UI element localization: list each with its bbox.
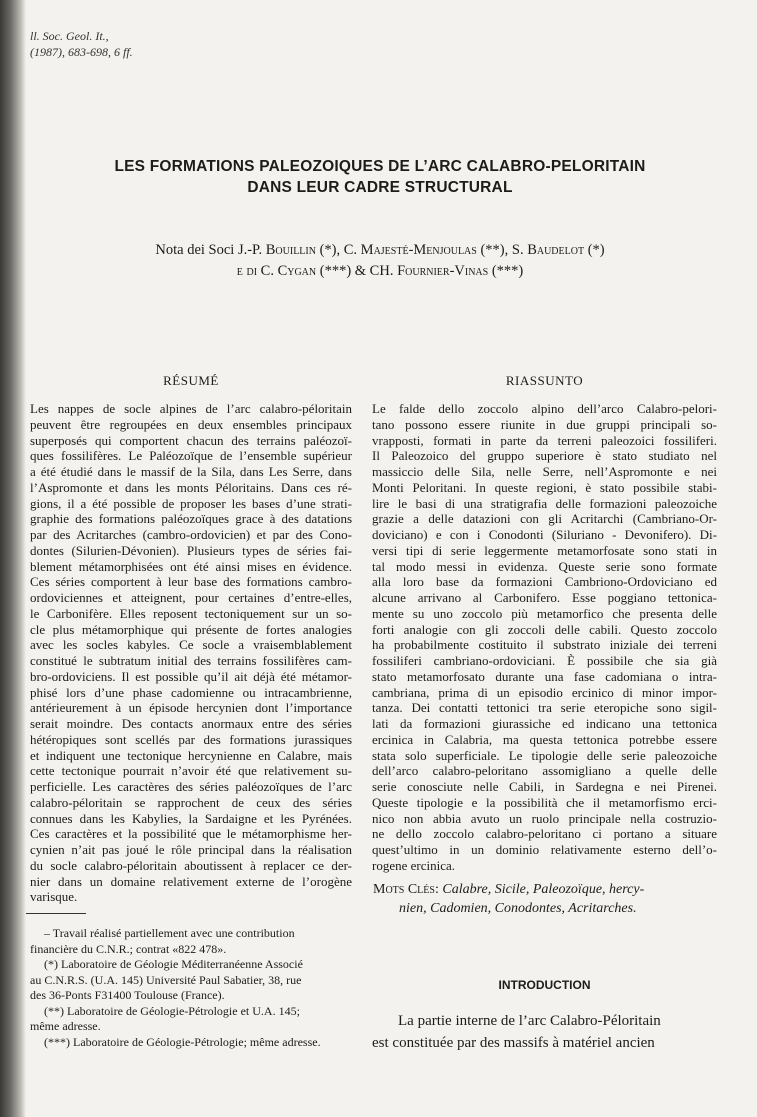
- text-line: financière du C.N.R.; contrat «822 478».: [30, 941, 227, 956]
- authors-block: [60, 240, 700, 282]
- text-line: La partie interne de l’arc Calabro-Péloritain: [398, 1013, 661, 1029]
- journal-reference: [30, 28, 133, 60]
- text-line: Il Paleozoico del gruppo superiore è stato studiato nel: [372, 448, 717, 464]
- text-line: a été étudié dans le massif de la Sila, dans Les Serre, dans: [30, 464, 352, 479]
- text-line: ne dello zoccolo calabro-peloritano ci portano a situare: [372, 826, 717, 842]
- text-line: le Carbonifère. Elles reposent tectoniquement sur un so-: [30, 605, 352, 621]
- text-line: cette tectonique pourrait n’avoir été que relativement su-: [30, 763, 352, 779]
- text-line: et indiquent une tectonique hercynienne en Calabre, mais: [30, 747, 352, 763]
- text-line: quest’ultimo in un dominio relativamente esterno dell’o-: [372, 842, 717, 857]
- keywords-line: [373, 899, 708, 918]
- text-line: varisque.: [30, 889, 78, 905]
- text-line: mente su uno zoccolo più metamorfico che presenta delle: [372, 605, 717, 621]
- text-line: Ces caractères et la possibilité que le métamorphisme her-: [30, 826, 352, 842]
- text-line: fossiliferi cambriano-ordoviciani. È possibile che sia già: [372, 653, 717, 668]
- text-line: rogene ercinica.: [372, 857, 456, 873]
- text-line: vrapposti, formati in parte da terreni paleozoici fossiliferi.: [372, 432, 717, 448]
- text-line: du socle calabro-péloritain aboutissent à replacer ce der-: [30, 857, 352, 873]
- text-line: tal modo messi in evidenza. Queste serie sono formate: [372, 558, 717, 574]
- text-line: même adresse.: [30, 1019, 101, 1033]
- text-line: (*) Laboratoire de Géologie Méditerranéenne Associé: [44, 957, 303, 971]
- text-line: par des Acritarches (cambro-ordovicien) et par des Cono-: [30, 527, 352, 542]
- text-line: gions, il a été possible de proposer les bases d’une strati-: [30, 495, 352, 511]
- riassunto-heading: RIASSUNTO: [505, 373, 584, 388]
- text-line: tanza. Dei contatti tettonici tra serie eteropiche sono sigil-: [372, 700, 717, 716]
- text-line: Monti Peloritani. In queste regioni, è stato possibile stabi-: [372, 479, 717, 495]
- resume-heading: RÉSUMÉ: [163, 373, 219, 388]
- authors-line-2: e di C. Cygan (***) & CH. Fournier-Vinas (***): [236, 263, 524, 279]
- text-line: alla loro base da formazioni Cambriono-Ordoviciano ed: [372, 574, 717, 590]
- authors-line-1: [60, 240, 700, 261]
- text-line: forti analogie con gli zoccoli delle cabili. Questo zoccolo: [372, 621, 717, 637]
- text-line: tano possono essere riunite in due gruppi principali so-: [372, 416, 717, 432]
- text-line: dontes (Silurien-Dévonien). Plusieurs types de séries fai-: [30, 542, 352, 558]
- introduction-heading: INTRODUCTION: [498, 978, 591, 992]
- text-line: ordoviciennes et atteignent, pour certaines d’entre-elles,: [30, 590, 352, 605]
- text-line: avec les socles kabyles. Ce socle a vraisemblablement: [30, 637, 352, 653]
- keywords-block: [373, 880, 708, 918]
- text-line: (**) Laboratoire de Géologie-Pétrologie et U.A. 145;: [44, 1003, 300, 1018]
- journal-reference-line: ll. Soc. Geol. It.,: [30, 29, 109, 43]
- paper-title: [60, 156, 700, 198]
- text-line: serie conosciute nelle Cabili, in Sardegna e nei Pirenei.: [372, 779, 717, 794]
- text-line: Ces séries comportent à leur base des formations cambro-: [30, 574, 352, 590]
- text-line: lati da formazioni giurassiche ed indicano una tettonica: [372, 716, 717, 731]
- text-line: perficielle. Les caractères des séries paléozoïques de l’arc: [30, 779, 352, 794]
- riassunto-text: [372, 401, 717, 874]
- text-line: Les nappes de socle alpines de l’arc calabro-péloritain: [30, 401, 352, 416]
- text-line: est constituée par des massifs à matériel ancien: [372, 1035, 655, 1051]
- text-line: – Travail réalisé partiellement avec une contribution: [44, 926, 295, 940]
- text-line: peuvent être regroupées en deux ensembles principaux: [30, 416, 352, 432]
- keywords-line: [373, 880, 708, 899]
- text-line: alcune arrivano al Carbonifero. Esse poggiano tettonica-: [372, 590, 717, 605]
- text-line: bro-ordoviciens. Il est possible qu’il ait déjà été métamor-: [30, 668, 352, 684]
- text-line: au C.N.R.S. (U.A. 145) Université Paul Sabatier, 38, rue: [30, 972, 302, 987]
- footnotes: [30, 926, 352, 1050]
- text-line: serait moindre. Des contacts anormaux entre des séries: [30, 716, 352, 731]
- text-line: cle plus métamorphique qui présente de fortes analogies: [30, 621, 352, 637]
- text-line: stata solo superficiale. Le tipologie delle serie paleozoiche: [372, 747, 717, 763]
- text-line: grazie a delle datazioni con gli Acritarchi (Cambriano-Or-: [372, 511, 717, 527]
- text-line: doviciano) e con i Conodonti (Siluriano - Devonifero). Di-: [372, 527, 717, 542]
- text-line: nico non abbia avuto un ruolo principale nella costruzio-: [372, 810, 717, 826]
- text-line: graphie des formations paléozoïques grace à des datations: [30, 511, 352, 527]
- authors-names: J.-P. Bouillin (*), C. Majesté-Menjoulas (**), S. Baudelot (*): [237, 242, 605, 258]
- text-line: nier dans un domaine relativement externe de l’orogène: [30, 873, 352, 889]
- authors-prefix: Nota dei Soci: [155, 242, 238, 258]
- text-line: stato metamorfosato durante una fase cadomiana o intra-: [372, 668, 717, 684]
- text-line: Le falde dello zoccolo alpino dell’arco Calabro-pelori-: [372, 401, 717, 416]
- text-line: phisé lors d’une phase cadomienne ou intracambrienne,: [30, 684, 352, 700]
- text-line: dell’arco calabro-peloritano assomigliano a quelle delle: [372, 763, 717, 779]
- keywords-label: Mots Clés:: [373, 882, 439, 897]
- text-line: connues dans les Kabylies, la Sardaigne et les Pyrénées.: [30, 810, 352, 826]
- book-spine-shadow: [0, 0, 26, 1117]
- text-line: superposés qui comportent chacun des terrains paléozoï-: [30, 432, 352, 448]
- text-line: blement métamorphisées ont été ainsi mises en évidence.: [30, 558, 352, 574]
- journal-reference-line: (1987), 683-698, 6 ff.: [30, 45, 133, 59]
- text-line: versi tipi di serie leggermente metamorfosate sono stati in: [372, 542, 717, 558]
- keywords-values: Calabre, Sicile, Paleozoïque, hercy-: [442, 882, 645, 897]
- text-line: ha probabilmente costituito il substrato iniziale dei terreni: [372, 637, 717, 653]
- title-line: DANS LEUR CADRE STRUCTURAL: [247, 179, 513, 196]
- text-line: cambriana, prima di un episodio ercinico di minor impor-: [372, 684, 717, 700]
- introduction-text: [372, 1010, 717, 1054]
- text-line: massiccio delle Sila, nelle Serre, nell’Aspromonte e nei: [372, 464, 717, 479]
- text-line: ercinica in Calabria, ma questa tettonica potrebbe essere: [372, 731, 717, 747]
- text-line: des 36-Ponts F31400 Toulouse (France).: [30, 988, 225, 1002]
- text-line: (***) Laboratoire de Géologie-Pétrologie; même adresse.: [44, 1034, 321, 1049]
- text-line: lire le basi di una stratigrafia delle formazioni paleozoiche: [372, 495, 717, 511]
- resume-text: [30, 401, 352, 905]
- title-line: LES FORMATIONS PALEOZOIQUES DE L’ARC CALABRO-PELORITAIN: [114, 158, 646, 175]
- text-line: antérieurement à un épisode hercynien dont l’importance: [30, 700, 352, 716]
- text-line: Queste tipologie e la possibilità che il metamorfismo erci-: [372, 794, 717, 810]
- text-line: l’Aspromonte et dans les monts Péloritains. Dans ces ré-: [30, 479, 352, 495]
- text-line: hétéropiques sont scellés par des formations jurassiques: [30, 731, 352, 747]
- text-line: cynien n’ait pas joué le rôle principal dans la réalisation: [30, 842, 352, 857]
- keywords-values: nien, Cadomien, Conodontes, Acritarches.: [399, 901, 637, 916]
- text-line: ques fossilifères. Le Paléozoïque de l’ensemble supérieur: [30, 448, 352, 464]
- footnote-divider: [26, 913, 86, 914]
- text-line: calabro-péloritain se rapprochent de ceux des séries: [30, 794, 352, 810]
- text-line: constitué le subtratum initial des terrains fossilifères cam-: [30, 653, 352, 668]
